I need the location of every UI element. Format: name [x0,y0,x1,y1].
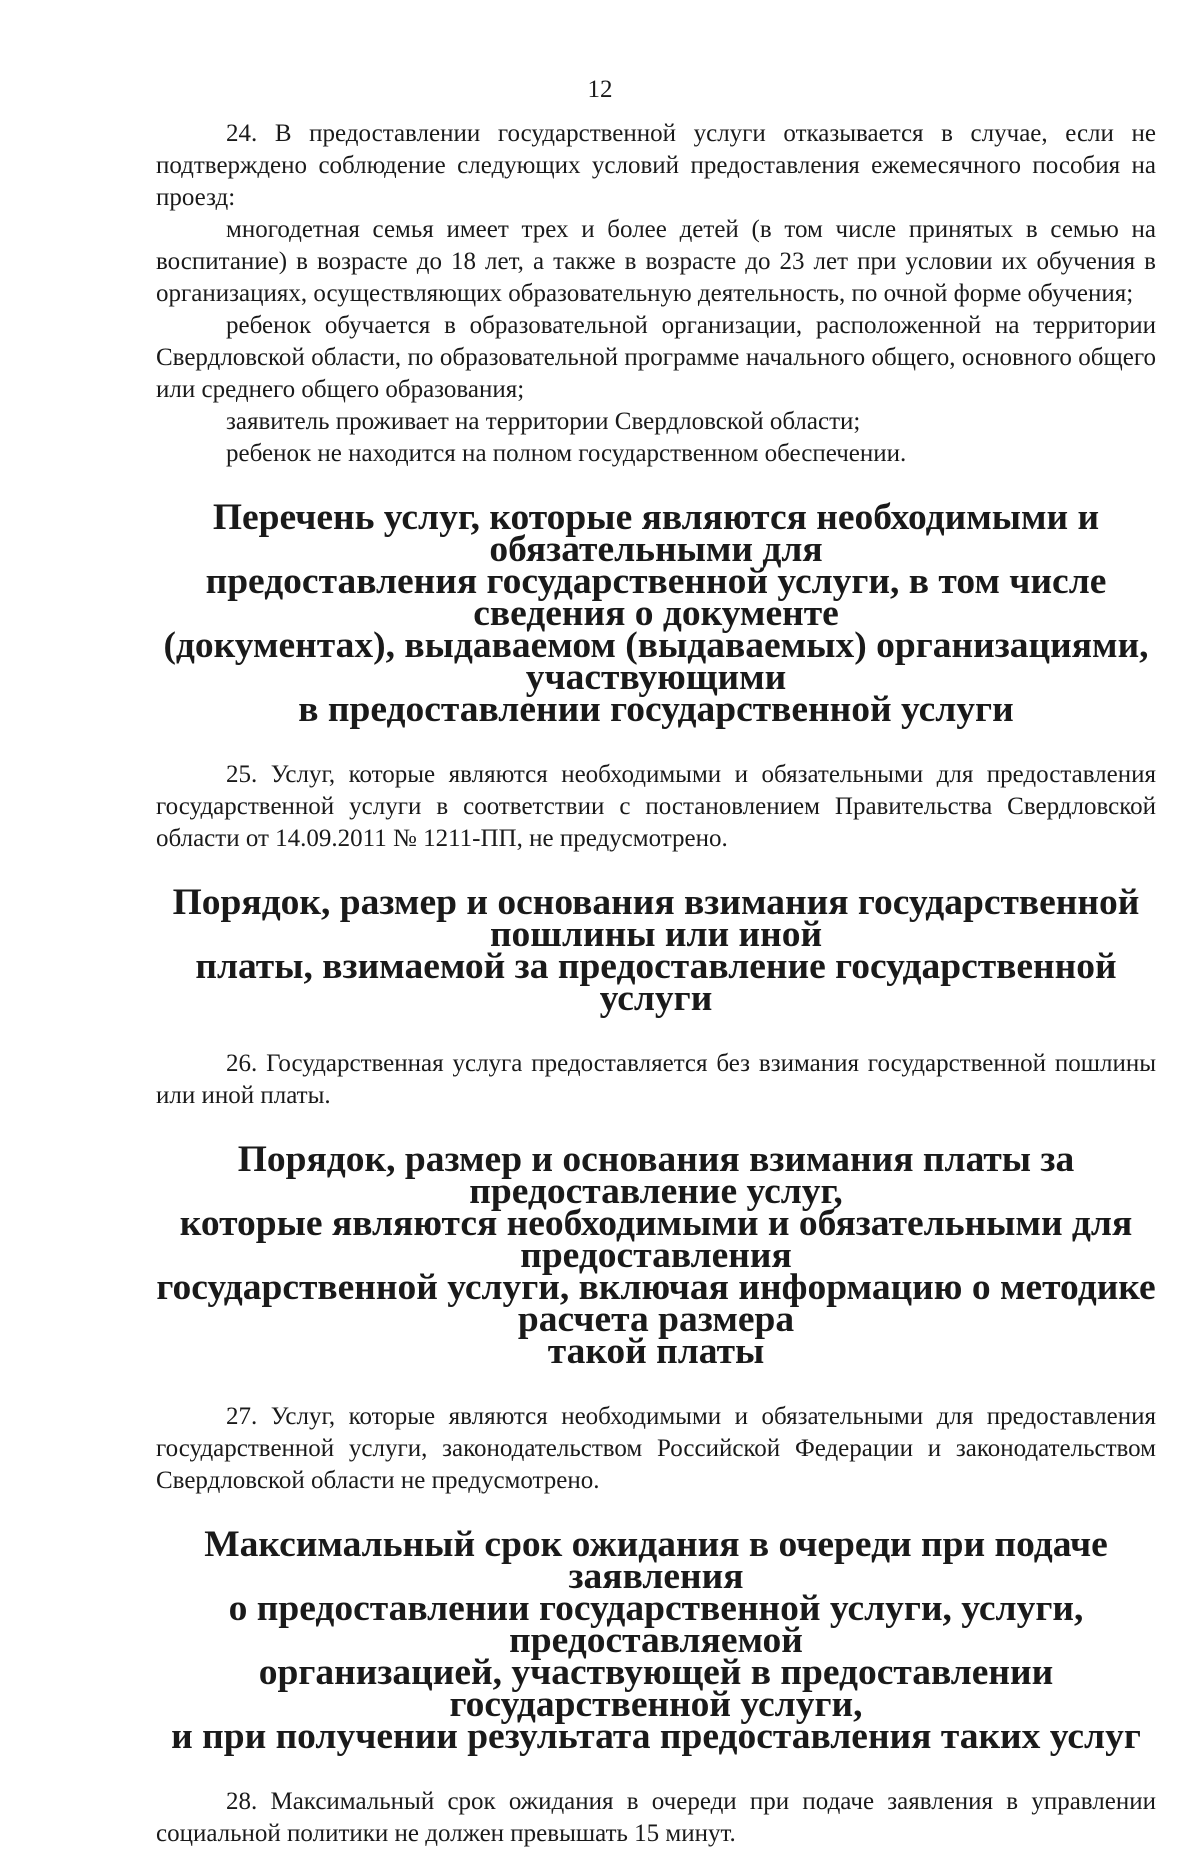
paragraph-28: 28. Максимальный срок ожидания в очереди при подаче заявления в управлении социальной политики не должен превышать 15 минут. [156,1788,1156,1847]
spacer [156,1015,1156,1048]
spacer [156,1368,1156,1401]
heading-line: государственной услуги, включая информацию о методике расчета размера [156,1267,1156,1340]
condition-child-education: ребенок обучается в образовательной организации, расположенной на территории Свердловской области, по образовательной программе начального общего, основного общего или среднего общего образования; [156,312,1156,403]
condition-applicant-residence: заявитель проживает на территории Свердловской области; [226,408,861,435]
heading-line: Порядок, размер и основания взимания платы за предоставление услуг, [237,1139,1075,1212]
heading-line: и при получении результата предоставления таких услуг [171,1716,1141,1757]
paragraph-27: 27. Услуг, которые являются необходимыми и обязательными для предоставления государственной услуги, законодательством Российской Федерации и законодательством Свердловской области не предусмотрено. [156,1403,1156,1494]
heading-line: Перечень услуг, которые являются необходимыми и обязательными для [212,497,1100,570]
heading-line: в предоставлении государственной услуги [298,689,1014,730]
condition-large-family: многодетная семья имеет трех и более детей (в том числе принятых в семью на воспитание) в возрасте до 18 лет, а также в возрасте до 23 лет при условии их обучения в организациях, осуществляющих образовательную деятельность, по очной форме обучения; [156,216,1156,307]
heading-state-fee [156,882,1156,1019]
heading-line: которые являются необходимыми и обязательными для предоставления [179,1203,1133,1276]
heading-line: предоставления государственной услуги, в том числе сведения о документе [205,561,1107,634]
heading-line: о предоставлении государственной услуги, услуги, предоставляемой [228,1588,1084,1661]
paragraph-25: 25. Услуг, которые являются необходимыми и обязательными для предоставления государственной услуги в соответствии с постановлением Правительства Свердловской области от 14.09.2011 № 1211-ПП, не предусмотрено. [156,761,1156,852]
heading-line: Максимальный срок ожидания в очереди при подаче заявления [204,1524,1108,1597]
heading-line: (документах), выдаваемом (выдаваемых) организациями, участвующими [163,625,1149,698]
paragraph-26: 26. Государственная услуга предоставляется без взимания государственной пошлины или иной платы. [156,1050,1156,1109]
paragraph-24-intro: 24. В предоставлении государственной услуги отказывается в случае, если не подтверждено соблюдение следующих условий предоставления ежемесячного пособия на проезд: [156,120,1156,211]
heading-queue-waiting-time [156,1524,1156,1757]
spacer [156,726,1156,759]
heading-line: такой платы [547,1331,765,1372]
heading-line: организацией, участвующей в предоставлении государственной услуги, [258,1652,1054,1725]
document-body [156,118,1156,1850]
heading-required-services-list [156,497,1156,730]
page-number: 12 [587,76,613,103]
spacer [156,1753,1156,1786]
heading-line: Порядок, размер и основания взимания государственной пошлины или иной [172,882,1140,955]
heading-fee-for-services [156,1139,1156,1372]
heading-line: платы, взимаемой за предоставление государственной услуги [195,946,1117,1019]
condition-not-state-supported: ребенок не находится на полном государственном обеспечении. [226,440,907,467]
